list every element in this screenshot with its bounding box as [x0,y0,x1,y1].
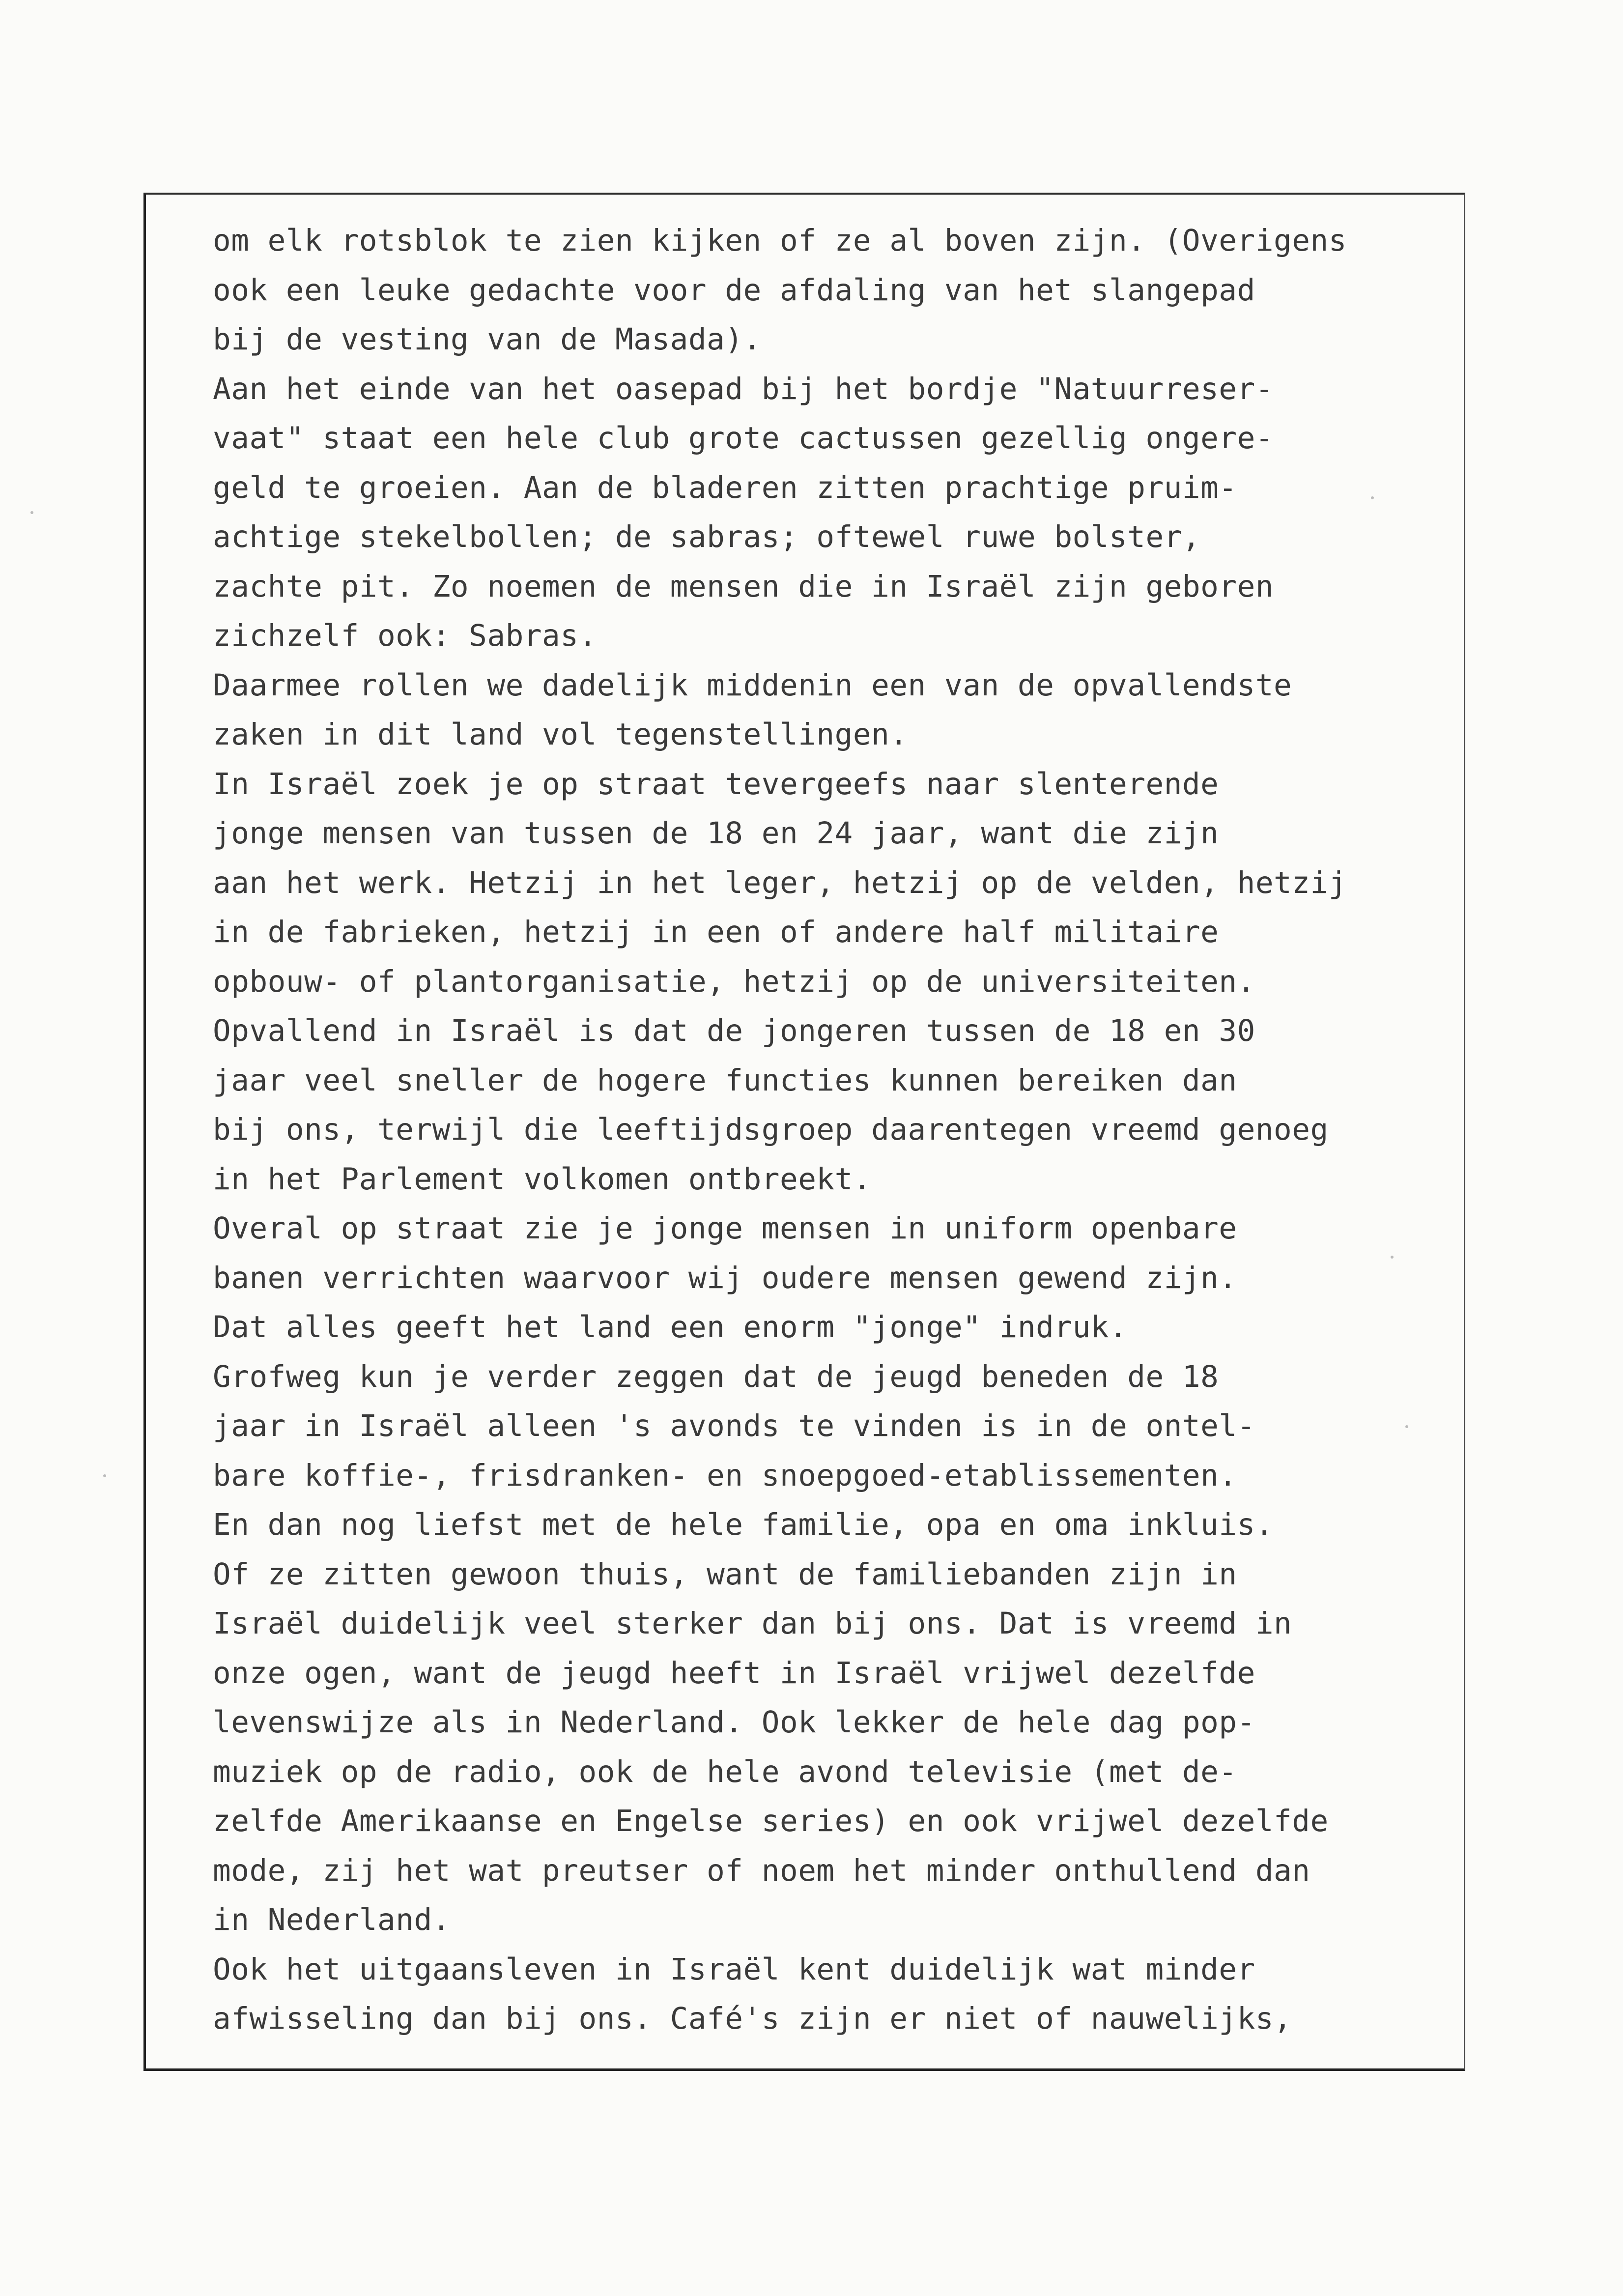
text-line: mode, zij het wat preutser of noem het minder onthullend dan [213,1853,1310,1888]
text-line: aan het werk. Hetzij in het leger, hetzij op de velden, hetzij [213,865,1347,900]
scan-speck [1391,1256,1394,1259]
scan-speck [103,1474,106,1477]
text-line: En dan nog liefst met de hele familie, opa en oma inkluis. [213,1507,1274,1542]
text-line: ook een leuke gedachte voor de afdaling van het slangepad [213,272,1255,308]
text-line: Opvallend in Israël is dat de jongeren tussen de 18 en 30 [213,1013,1255,1048]
text-line: jaar in Israël alleen 's avonds te vinden is in de ontel- [213,1408,1255,1443]
text-line: vaat" staat een hele club grote cactussen gezellig ongere- [213,421,1274,456]
text-line: Dat alles geeft het land een enorm "jonge" indruk. [213,1310,1128,1345]
typewritten-text-block [213,216,1461,2044]
scan-speck [30,511,33,514]
text-line: bare koffie-, frisdranken- en snoepgoed-etablissementen. [213,1458,1237,1493]
text-line: Of ze zitten gewoon thuis, want de familiebanden zijn in [213,1556,1237,1592]
text-line: afwisseling dan bij ons. Café's zijn er niet of nauwelijks, [213,2001,1292,2036]
text-line: Ook het uitgaansleven in Israël kent duidelijk wat minder [213,1952,1255,1987]
text-line: Daarmee rollen we dadelijk middenin een van de opvallendste [213,667,1292,703]
text-line: zaken in dit land vol tegenstellingen. [213,717,908,752]
text-line: zichzelf ook: Sabras. [213,618,597,653]
text-line: Israël duidelijk veel sterker dan bij ons. Dat is vreemd in [213,1606,1292,1641]
text-line: zelfde Amerikaanse en Engelse series) en ook vrijwel dezelfde [213,1804,1329,1838]
text-line: in het Parlement volkomen ontbreekt. [213,1161,872,1197]
text-line: achtige stekelbollen; de sabras; oftewel ruwe bolster, [213,519,1201,554]
text-line: bij de vesting van de Masada). [213,322,762,357]
text-line: Grofweg kun je verder zeggen dat de jeugd beneden de 18 [213,1359,1219,1394]
text-line: in Nederland. [213,1902,451,1937]
text-line: opbouw- of plantorganisatie, hetzij op de universiteiten. [213,964,1255,999]
text-line: banen verrichten waarvoor wij oudere mensen gewend zijn. [213,1260,1237,1295]
text-line: Aan het einde van het oasepad bij het bordje "Natuurreser- [213,371,1274,406]
text-line: muziek op de radio, ook de hele avond televisie (met de- [213,1754,1237,1789]
text-line: onze ogen, want de jeugd heeft in Israël vrijwel dezelfde [213,1655,1255,1691]
text-line: bij ons, terwijl die leeftijdsgroep daarentegen vreemd genoeg [213,1112,1329,1147]
text-line: in de fabrieken, hetzij in een of andere half militaire [213,915,1219,949]
text-line: jaar veel sneller de hogere functies kunnen bereiken dan [213,1062,1237,1098]
scan-speck [1405,1425,1408,1428]
text-line: om elk rotsblok te zien kijken of ze al boven zijn. (Overigens [213,223,1347,258]
text-line: Overal op straat zie je jonge mensen in uniform openbare [213,1211,1237,1246]
text-line: geld te groeien. Aan de bladeren zitten prachtige pruim- [213,470,1237,505]
text-line: In Israël zoek je op straat tevergeefs naar slenterende [213,766,1219,802]
text-line: jonge mensen van tussen de 18 en 24 jaar, want die zijn [213,816,1219,851]
text-line: zachte pit. Zo noemen de mensen die in Israël zijn geboren [213,569,1274,604]
text-line: levenswijze als in Nederland. Ook lekker de hele dag pop- [213,1705,1255,1740]
scan-speck [1371,496,1374,499]
